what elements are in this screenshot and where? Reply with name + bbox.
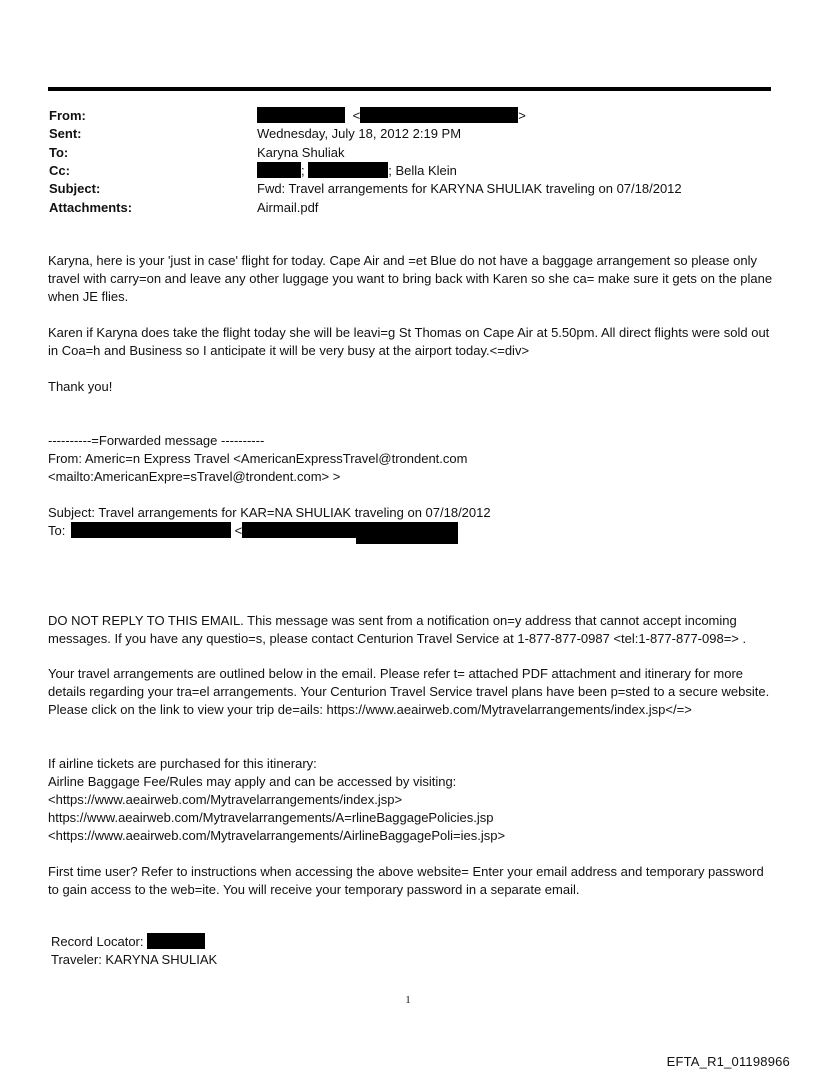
redaction-box [242, 522, 356, 538]
redaction-box [257, 162, 301, 178]
to-value: Karyna Shuliak [257, 145, 345, 160]
body-paragraph-1: Karyna, here is your 'just in case' flight for today. Cape Air and =et Blue do not have a baggage arrangement so please only travel with carry=on and leave any other luggage you want to bring back with Karen so she ca= make sure it gets on the plane when JE flies. [48, 253, 773, 304]
forwarded-header: ----------=Forwarded message ---------- [48, 433, 265, 448]
from-bracket-open: < [352, 108, 361, 123]
sent-label: Sent: [49, 126, 82, 141]
baggage-link-2[interactable]: https://www.aeairweb.com/Mytravelarrangements/A=rlineBaggagePolicies.jsp [48, 810, 494, 825]
redaction-box [360, 107, 518, 123]
page-number: 1 [405, 994, 411, 1006]
baggage-line-2: Airline Baggage Fee/Rules may apply and can be accessed by visiting: [48, 774, 457, 789]
forwarded-to-label: To: [48, 523, 66, 538]
sent-value: Wednesday, July 18, 2012 2:19 PM [257, 126, 462, 141]
attachments-label: Attachments: [49, 200, 133, 215]
record-locator-label: Record Locator: [51, 934, 144, 949]
traveler: Traveler: KARYNA SHULIAK [51, 952, 218, 967]
forwarded-subject: Subject: Travel arrangements for KAR=NA SHULIAK traveling on 07/18/2012 [48, 505, 491, 520]
thank-you: Thank you! [48, 379, 113, 394]
baggage-link-1[interactable]: <https://www.aeairweb.com/Mytravelarrangements/index.jsp> [48, 792, 403, 807]
forwarded-from-2: <mailto:AmericanExpre=sTravel@trondent.com> > [48, 469, 341, 484]
redaction-box [257, 107, 345, 123]
forwarded-to-bracket: < [234, 523, 243, 538]
document-id: EFTA_R1_01198966 [666, 1054, 790, 1069]
subject-label: Subject: [49, 181, 101, 196]
to-label: To: [49, 145, 69, 160]
redaction-box [356, 522, 458, 544]
baggage-line-1: If airline tickets are purchased for this itinerary: [48, 756, 317, 771]
baggage-link-3[interactable]: <https://www.aeairweb.com/Mytravelarrangements/AirlineBaggagePoli=ies.jsp> [48, 828, 506, 843]
attachment-file[interactable]: Airmail.pdf [257, 200, 319, 215]
body-paragraph-6: First time user? Refer to instructions when accessing the above website= Enter your email address and temporary password to gain access to the web=ite. You will receive your temporary password in a separate email. [48, 864, 764, 897]
cc-value [257, 162, 457, 180]
record-locator [51, 933, 205, 951]
body-paragraph-3: DO NOT REPLY TO THIS EMAIL. This message was sent from a notification on=y address that cannot accept incoming messages. If you have any questio=s, please contact Centurion Travel Service at 1-877-877-0987 <tel:1-877-877-098=> . [48, 613, 747, 646]
body-paragraph-2: Karen if Karyna does take the flight today she will be leavi=g St Thomas on Cape Air at 5.50pm. All direct flights were sold out in Coa=h and Business so I anticipate it will be very busy at the airport today.<=div> [48, 325, 770, 358]
subject-value: Fwd: Travel arrangements for KARYNA SHULIAK traveling on 07/18/2012 [257, 181, 682, 196]
cc-label: Cc: [49, 163, 70, 178]
from-bracket-close: > [518, 108, 526, 123]
cc-separator: ; [301, 163, 305, 178]
redaction-box [308, 162, 388, 178]
header-divider [48, 87, 771, 91]
forwarded-from-1: From: Americ=n Express Travel <AmericanExpressTravel@trondent.com [48, 451, 468, 466]
from-value [257, 107, 526, 125]
redaction-box [147, 933, 205, 949]
redaction-box [71, 522, 231, 538]
cc-bella-klein: ; Bella Klein [388, 163, 457, 178]
body-paragraph-4: Your travel arrangements are outlined below in the email. Please refer t= attached PDF attachment and itinerary for more details regarding your tra=el arrangements. Your Centurion Travel Service travel plans have been p=sted to a secure website. Please click on the link to view your trip de=ails: https://www.aeairweb.com/Mytravelarrangements/index.jsp</=> [48, 666, 770, 717]
forwarded-to [48, 522, 458, 544]
from-label: From: [49, 108, 86, 123]
